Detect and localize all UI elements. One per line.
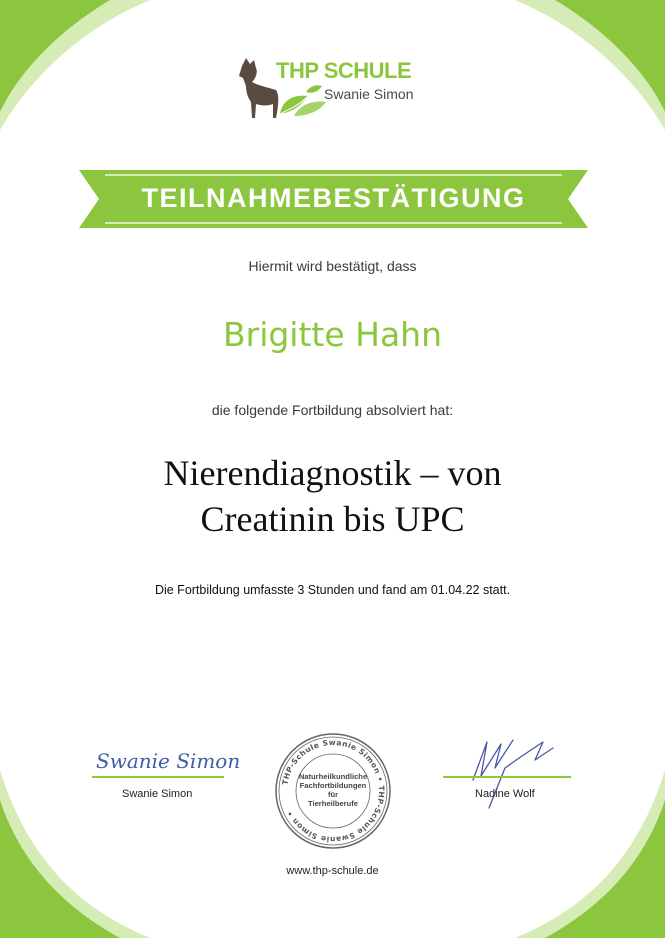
thp-logo [236,52,436,128]
school-stamp [274,732,392,850]
course-title-line1: Nierendiagnostik – von [163,453,502,493]
duration-note: Die Fortbildung umfasste 3 Stunden und fand am 01.04.22 statt. [154,583,511,597]
signatory-name-right: Nadine Wolf [475,788,535,800]
website-link[interactable]: www.thp-schule.de [286,865,379,877]
signature-right [443,738,571,808]
signature-line [92,776,224,778]
recipient-name: Brigitte Hahn [222,315,443,354]
signature-line [443,776,571,778]
course-title-line2: Creatinin bis UPC [200,499,465,539]
stamp-line1: Naturheilkundliche [298,772,368,781]
stamp-line2: Fachfortbildungen für [299,781,367,799]
intro-text: Hiermit wird bestätigt, dass [248,258,417,274]
svg-text:THP-Schule Swanie Simon • THP-: THP-Schule Swanie Simon • THP-Schule Swanie Simon • [280,737,387,845]
stamp-text [298,772,368,808]
svg-text:Swanie Simon: Swanie Simon [96,749,241,773]
handwritten-signature-swanie [92,738,241,778]
signatory-name-left: Swanie Simon [122,788,193,800]
logo-title: THP SCHULE [276,58,412,83]
course-title [60,450,605,542]
course-intro-text: die folgende Fortbildung absolviert hat: [211,402,454,418]
title-banner [79,170,588,228]
stamp-line3: Tierheilberufe [307,799,359,808]
certificate-title: TEILNAHMEBESTÄTIGUNG [141,183,526,213]
logo-subtitle: Swanie Simon [324,86,414,102]
signature-left [92,738,241,808]
